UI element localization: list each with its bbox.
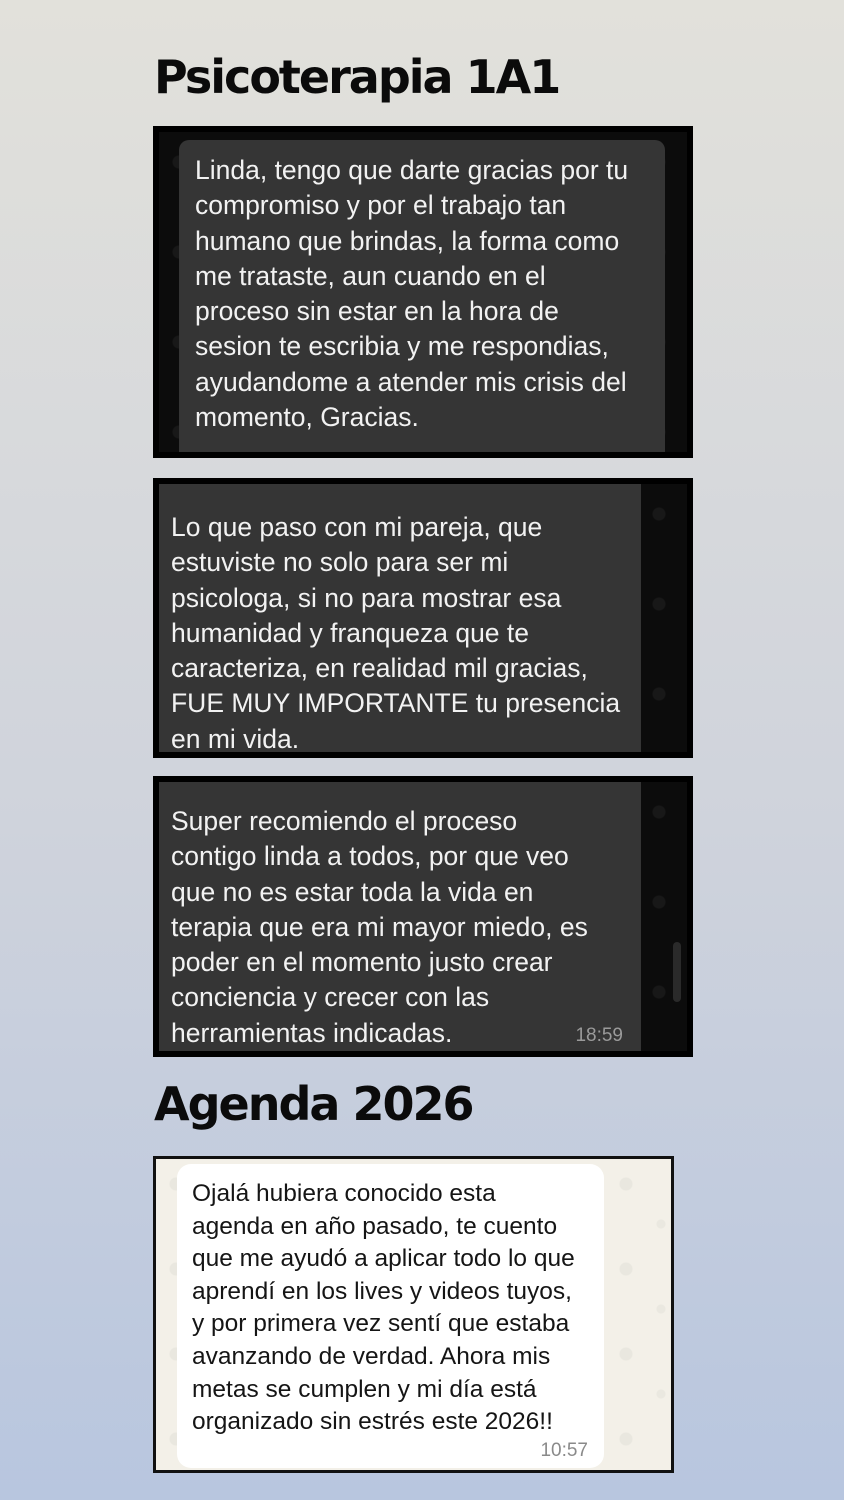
agenda-section-title: Agenda 2026	[154, 1077, 473, 1131]
chat-message-bubble	[159, 484, 641, 752]
testimonial-screenshot-4	[153, 1156, 674, 1473]
chat-message-bubble	[159, 782, 641, 1051]
scroll-handle	[673, 942, 681, 1002]
message-timestamp: 18:59	[575, 1025, 623, 1046]
chat-message-bubble	[179, 140, 665, 452]
message-text: Ojalá hubiera conocido esta agenda en año pasado, te cuento que me ayudó a aplicar todo lo que aprendí en los lives y videos tuyos, y por primera vez sentí que estaba avanzando de verdad. Ahora mis metas se cumplen y mi día está organizado sin estrés este 2026!!	[192, 1180, 575, 1436]
testimonial-screenshot-2	[153, 478, 693, 758]
message-text: Lo que paso con mi pareja, que estuviste no solo para ser mi psicologa, si no para mostrar esa humanidad y franqueza que te caracteriza, en realidad mil gracias, FUE MUY IMPORTANTE tu presencia en mi vida.	[171, 512, 621, 754]
chat-message-bubble	[177, 1164, 604, 1468]
testimonial-screenshot-1	[153, 126, 693, 458]
testimonial-screenshot-3	[153, 776, 693, 1057]
message-text: Super recomiendo el proceso contigo linda a todos, por que veo que no es estar toda la vida en terapia que era mi mayor miedo, es poder en el momento justo crear conciencia y crecer con las herramientas indicadas.	[171, 806, 588, 1048]
message-timestamp: 10:57	[540, 1440, 588, 1461]
therapy-section-title: Psicoterapia 1A1	[154, 50, 560, 104]
message-text: Linda, tengo que darte gracias por tu compromiso y por el trabajo tan humano que brindas, la forma como me trataste, aun cuando en el proceso sin estar en la hora de sesion te escribia y me respondias, ayudandome a atender mis crisis del momento, Gracias.	[195, 155, 629, 433]
